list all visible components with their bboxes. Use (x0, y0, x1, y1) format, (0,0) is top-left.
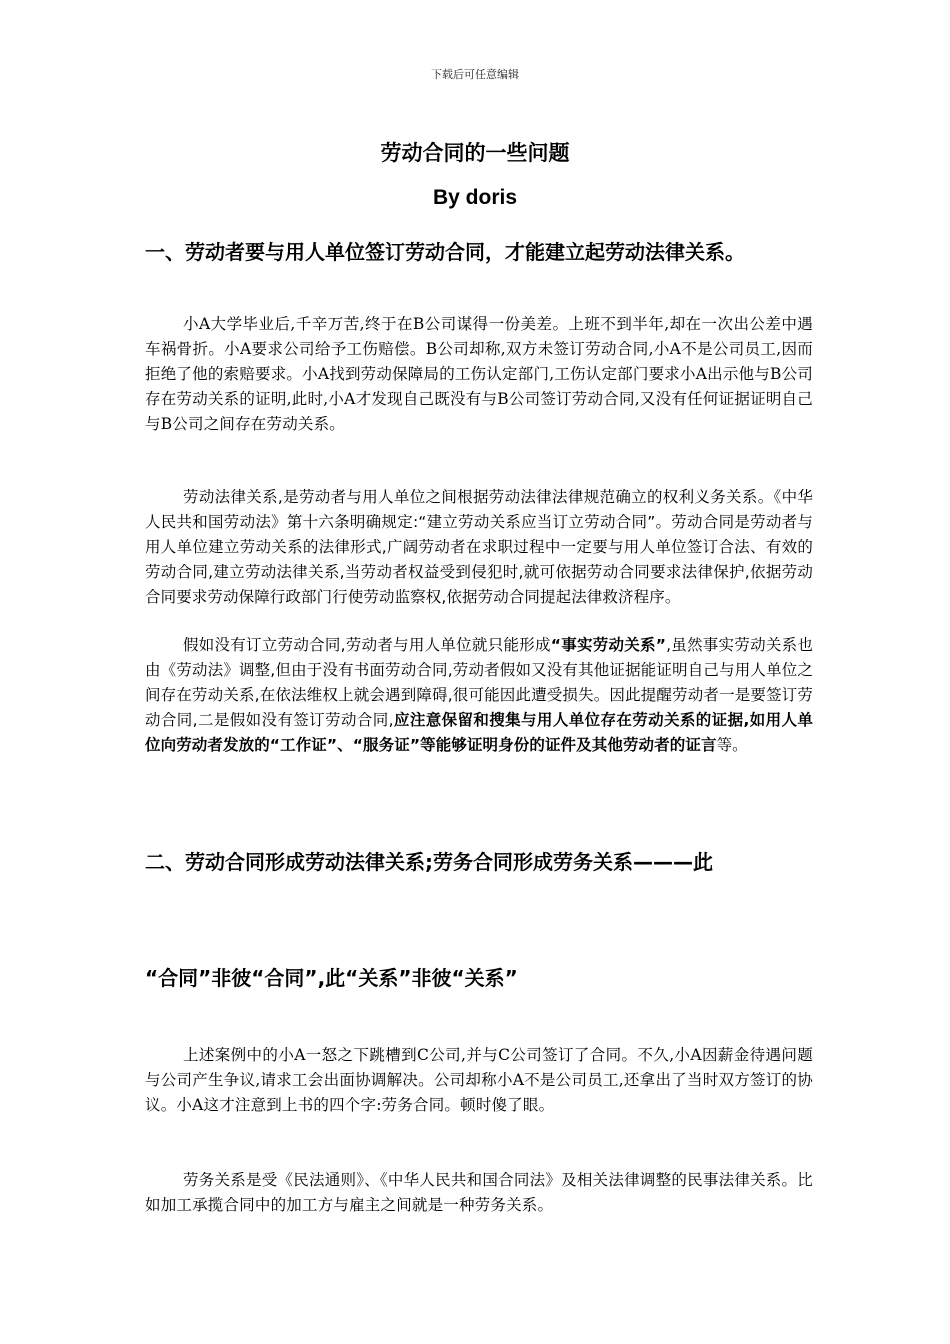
paragraph-service-relation: 劳务关系是受《民法通则》、《中华人民共和国合同法》及相关法律调整的民事法律关系。比如加工承揽合同中的加工方与雇主之间就是一种劳务关系。 (145, 1171, 813, 1214)
section-2-subheading: “合同”非彼“合同”,此“关系”非彼“关系” (145, 966, 518, 990)
paragraph-labor-relation: 劳动法律关系,是劳动者与用人单位之间根据劳动法律法律规范确立的权利义务关系。《中华人民共和国劳动法》第十六条明确规定:“建立劳动关系应当订立劳动合同”。劳动合同是劳动者与用人单位建立劳动关系的法律形式,广阔劳动者在求职过程中一定要与用人单位签订合法、有效的劳动合同,建立劳动法律关系,当劳动者权益受到侵犯时,就可依据劳动合同要求法律保护,依据劳动合同要求劳动保障行政部门行使劳动监察权,依据劳动合同提起法律救济程序。 (145, 488, 813, 606)
paragraph-de-facto-relation (145, 633, 813, 758)
paragraph-case-1: 小A大学毕业后,千辛万苦,终于在B公司谋得一份美差。上班不到半年,却在一次出公差中遇车祸骨折。小A要求公司给予工伤赔偿。B公司却称,双方未签订劳动合同,小A不是公司员工,因而拒绝了他的索赔要求。小A找到劳动保障局的工伤认定部门,工伤认定部门要求小A出示他与B公司存在劳动关系的证明,此时,小A才发现自己既没有与B公司签订劳动合同,又没有任何证据证明自己与B公司之间存在劳动关系。 (145, 315, 813, 433)
para3-text-3: 等。 (716, 736, 748, 754)
para3-text-2: ,虽然事实劳动关系也由《劳动法》调整,但由于没有书面劳动合同,劳动者假如又没有其他证据能证明自己与用人单位之间存在劳动关系,在依法维权上就会遇到障碍,很可能因此遭受损失。因此提醒劳动者一是要签订劳动合同,二是假如没有签订劳动合同, (145, 636, 813, 729)
section-1-heading: 一、劳动者要与用人单位签订劳动合同，才能建立起劳动法律关系。 (145, 240, 745, 264)
para3-bold-2: 应注意保留和搜集与用人单位存在劳动关系的证据,如用人单位向劳动者发放的“工作证”、“服务证”等能够证明身份的证件及其他劳动者的证言 (145, 711, 813, 754)
paragraph-case-2: 上述案例中的小A一怒之下跳槽到C公司,并与C公司签订了合同。不久,小A因薪金待遇问题与公司产生争议,请求工会出面协调解决。公司却称小A不是公司员工,还拿出了当时双方签订的协议。小A这才注意到上书的四个字:劳务合同。顿时傻了眼。 (145, 1046, 813, 1114)
header-note: 下载后可任意编辑 (431, 68, 519, 81)
author-byline: By doris (432, 186, 518, 209)
para3-bold-1: “事实劳动关系” (550, 636, 667, 654)
section-2-heading: 二、劳动合同形成劳动法律关系;劳务合同形成劳务关系———此 (145, 850, 713, 874)
document-title: 劳动合同的一些问题 (380, 141, 570, 165)
para3-text-1: 假如没有订立劳动合同,劳动者与用人单位就只能形成 (183, 636, 551, 654)
